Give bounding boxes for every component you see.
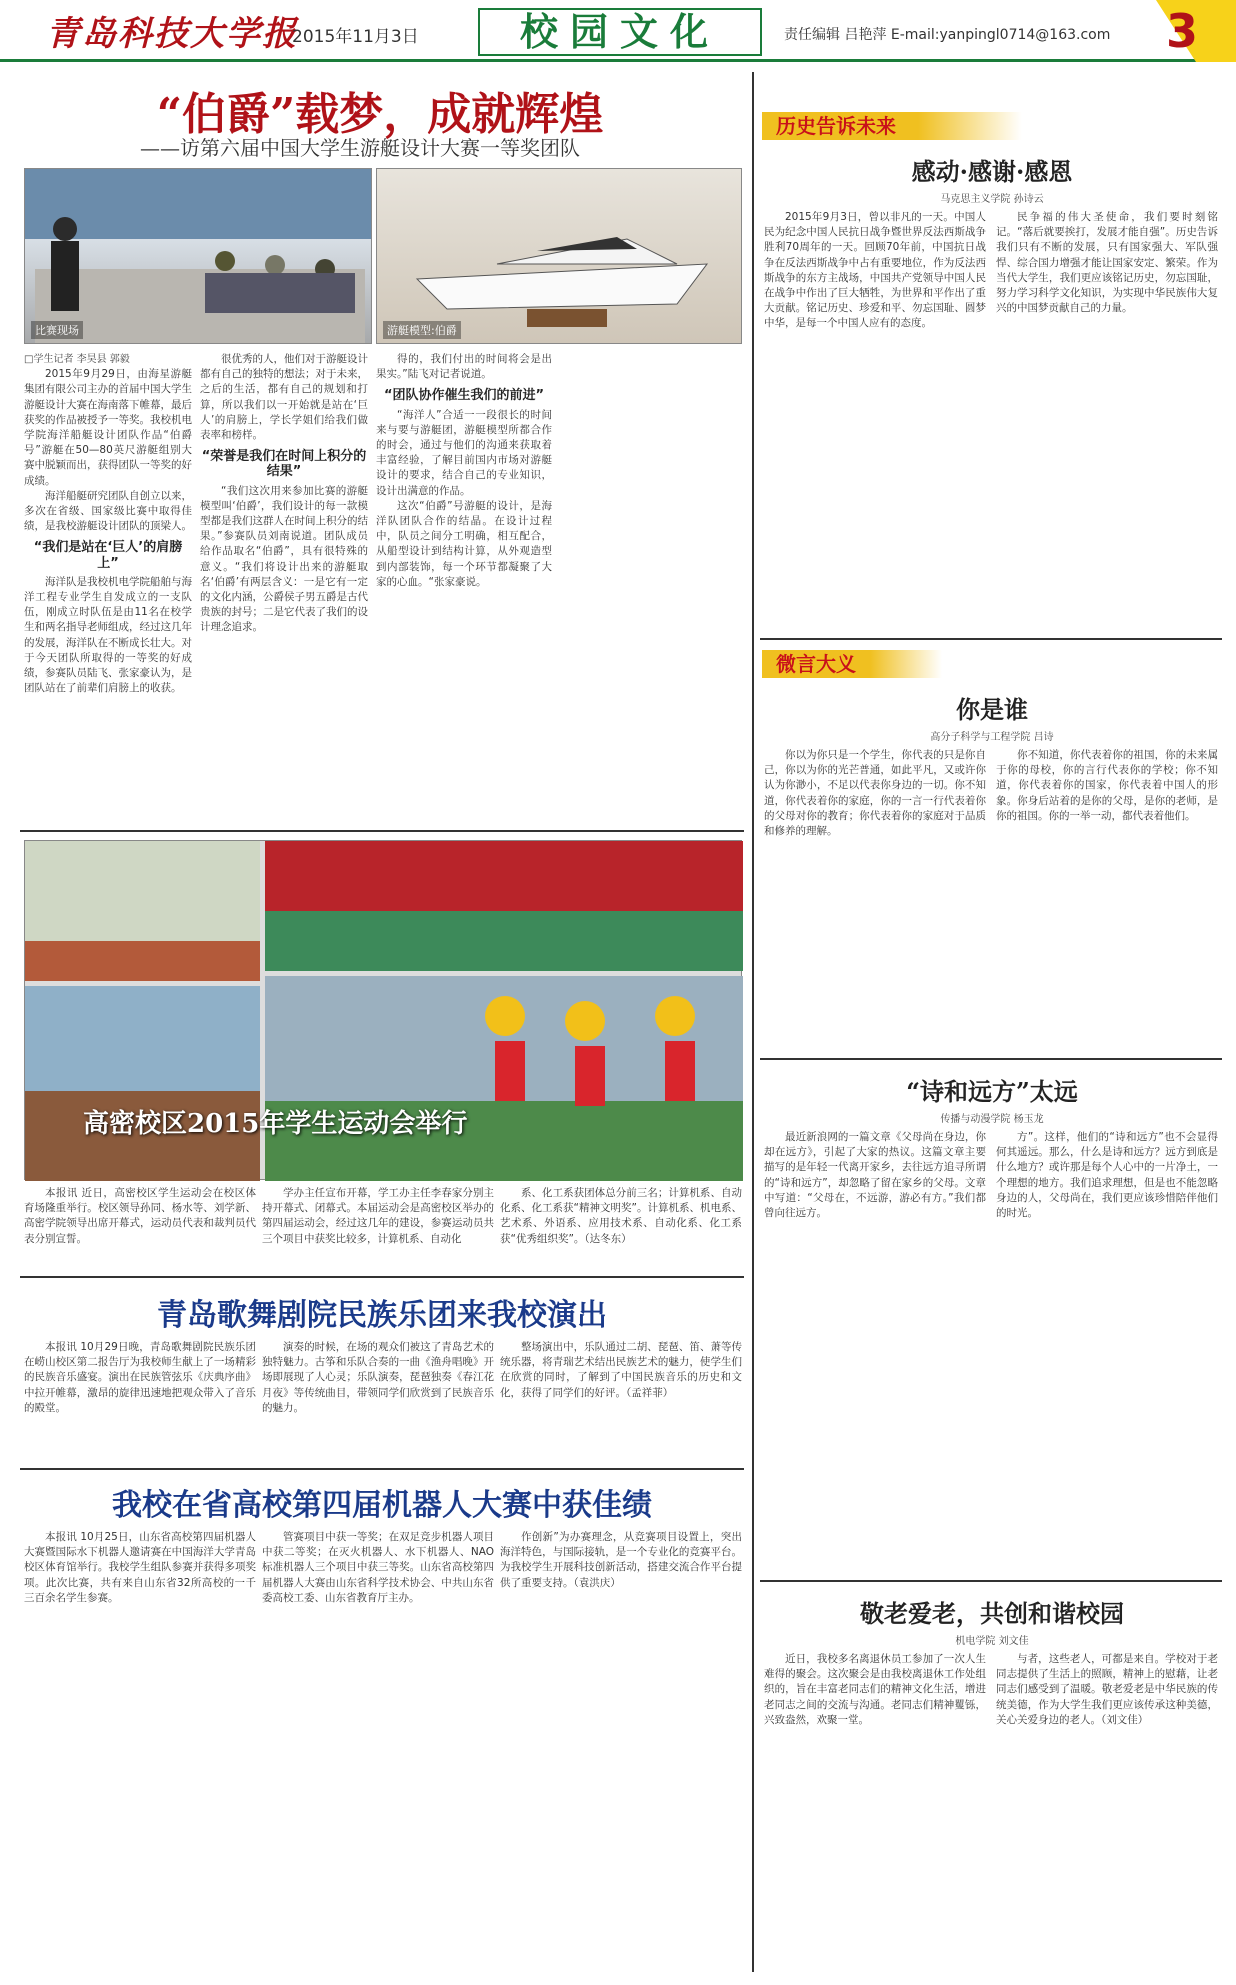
lead-column-2 <box>200 352 368 822</box>
paragraph: 得的，我们付出的时间将会是出果实。”陆飞对记者说道。 <box>376 353 552 381</box>
photo-competition <box>24 168 372 344</box>
sports-headline: 高密校区2015年学生运动会举行 <box>83 1109 468 1139</box>
sports-column-3 <box>500 1186 742 1268</box>
editor-info: 责任编辑 吕艳萍 E-mail:yanpingl0714@163.com <box>784 27 1111 43</box>
elders-byline: 机电学院 刘文佳 <box>955 1636 1029 1647</box>
paragraph: 管赛项目中获一等奖；在双足竞步机器人项目中获二等奖；在灭火机器人、水下机器人、NAO标准机器人三个项目中获三等奖。山东省高校第四届机器人大赛由山东省科学技术协会、中共山东省委高校工委、山东省教育厅主办。 <box>262 1531 494 1604</box>
micro-headline: 你是谁 <box>956 695 1028 724</box>
paragraph: 方”。这样，他们的“诗和远方”也不会显得何其遥远。那么，什么是诗和远方？远方到底是什么地方？或许那是每个人心中的一片净土，一个理想的地方。我们追求理想，但是也不能忽略身边的人，父母尚在，我们更应该珍惜陪伴他们的时光。 <box>996 1131 1218 1220</box>
yacht-illustration <box>377 169 742 344</box>
micro-column-1 <box>764 748 986 1048</box>
concert-column-2 <box>262 1340 494 1460</box>
column-separator <box>752 72 754 1972</box>
paragraph: 系、化工系获团体总分前三名；计算机系、自动化系、化工系获“精神文明奖”。计算机系、机电系、艺术系、外语系、应用技术系、自动化系、化工系获“优秀组织奖”。（达冬东） <box>500 1187 742 1245</box>
paragraph: 这次“伯爵”号游艇的设计，是海洋队团队合作的结晶。在设计过程中，队员之间分工明确，相互配合，从船型设计到结构计算，从外观造型到内部装饰，每一个环节都凝聚了大家的心血。“张家豪说。 <box>376 499 552 588</box>
history-column-1 <box>764 210 986 630</box>
robot-column-2 <box>262 1530 494 1970</box>
robot-column-1 <box>24 1530 256 1970</box>
paragraph: “我们这次用来参加比赛的游艇模型叫‘伯爵’，我们设计的每一款模型都是我们这群人在时间上积分的结果。”参赛队员刘南说道。团队成员给作品取名“伯爵”，具有很特殊的意义。“我们将设计出来的游艇取名‘伯爵’有两层含义：一是它有一定的文化内涵，公爵侯子男五爵是古代贵族的封号；二是它代表了我们的设计理念追求。 <box>200 484 368 634</box>
people-illustration <box>25 169 372 344</box>
paragraph: 学办主任宣布开幕，学工办主任李春家分别主持开幕式、闭幕式。本届运动会是高密校区举办的第四届运动会，经过这几年的建设，参赛运动员共三个项目中获奖比较多，计算机系、自动化 <box>262 1187 494 1245</box>
elders-column-2 <box>996 1652 1218 1972</box>
paragraph: 海洋船艇研究团队自创立以来，多次在省级、国家级比赛中取得佳绩，是我校游艇设计团队的顶梁人。 <box>24 489 192 533</box>
micro-banner: 微言大义 <box>762 650 942 678</box>
paper-name: 青岛科技大学报 <box>46 14 298 54</box>
poem-headline: “诗和远方”太远 <box>906 1077 1078 1106</box>
history-headline: 感动·感谢·感恩 <box>911 157 1073 186</box>
history-byline: 马克思主义学院 孙诗云 <box>940 194 1044 205</box>
sports-column-1 <box>24 1186 256 1268</box>
photo-caption: 比赛现场 <box>31 321 83 339</box>
paragraph: 演奏的时候，在场的观众们被这了青岛艺术的独特魅力。古筝和乐队合奏的一曲《渔舟唱晚》开场即展现了人心灵；乐队演奏，琵琶独奏《春江花月夜》等传统曲目，带领同学们欣赏到了民族音乐的魅力。 <box>262 1341 494 1414</box>
robot-headline: 我校在省高校第四届机器人大赛中获佳绩 <box>112 1488 652 1523</box>
lead-subtitle: ——访第六届中国大学生游艇设计大赛一等奖团队 <box>140 136 580 160</box>
lead-subheading: “团队协作催生我们的前进” <box>383 388 545 404</box>
paragraph: 民争福的伟大圣使命，我们要时刻铭记。“落后就要挨打，发展才能自强”。历史告诉我们只有不断的发展，只有国家强大、军队强悍、综合国力增强才能让国家安定、繁荣。作为当代大学生，我们更应该铭记历史，勿忘国耻，努力学习科学文化知识，为实现中华民族伟大复兴的中国梦贡献自己的力量。 <box>996 211 1218 315</box>
paragraph: 本报讯 10月25日，山东省高校第四届机器人大赛暨国际水下机器人邀请赛在中国海洋大学青岛校区体育馆举行。我校学生组队参赛并获得多项奖项。此次比赛，共有来自山东省32所高校的一千三百余名学生参赛。 <box>24 1531 256 1604</box>
divider <box>20 830 744 832</box>
issue-date: 2015年11月3日 <box>292 27 419 47</box>
paragraph: 你不知道，你代表着你的祖国，你的未来属于你的母校，你的言行代表你的学校；你不知道，你代表着你的国家，你代表着中国人的形象。你身后站着的是你的父母，是你的老师，是你的祖国。你的一举一动，都代表着他们。 <box>996 749 1218 822</box>
photo-caption: 游艇模型:伯爵 <box>383 321 461 339</box>
sports-photo-block <box>24 840 742 1180</box>
paragraph: 本报讯 10月29日晚，青岛歌舞剧院民族乐团在崂山校区第二报告厅为我校师生献上了一场精彩的民族音乐盛宴。演出在民族管弦乐《庆典序曲》中拉开帷幕，激昂的旋律迅速地把观众带入了音乐的殿堂。 <box>24 1341 256 1414</box>
section-title: 校园文化 <box>478 8 762 56</box>
divider <box>760 1058 1222 1060</box>
lead-subheading: “我们是站在‘巨人’的肩膀上” <box>33 540 183 571</box>
robot-column-3 <box>500 1530 742 1970</box>
divider <box>20 1276 744 1278</box>
history-column-2 <box>996 210 1218 630</box>
elders-headline: 敬老爱老，共创和谐校园 <box>860 1599 1124 1628</box>
paragraph: 整场演出中，乐队通过二胡、琵琶、笛、萧等传统乐器，将青瑞艺术结出民族艺术的魅力，使学生们在欣赏的同时，了解到了中国民族音乐的历史和文化，获得了同学们的好评。（孟祥菲） <box>500 1341 742 1399</box>
lead-subheading: “荣誉是我们在时间上积分的结果” <box>201 449 367 480</box>
lead-byline: □学生记者 李昊县 郭毅 <box>24 354 130 365</box>
micro-column-2 <box>996 748 1218 1048</box>
lead-headline: “伯爵”载梦，成就辉煌 <box>156 89 604 140</box>
photo-yacht-model <box>376 168 742 344</box>
paragraph: 最近新浪网的一篇文章《父母尚在身边，你却在远方》，引起了大家的热议。这篇文章主要描写的是年轻一代离开家乡，去往远方追寻所谓的“诗和远方”，却忽略了留在家乡的父母。文章中写道：“父母在，不远游，游必有方。”我们都曾向往远方。 <box>764 1131 986 1220</box>
lead-column-3 <box>376 352 552 822</box>
paragraph: 海洋队是我校机电学院船舶与海洋工程专业学生自发成立的一支队伍，刚成立时队伍是由11名在校学生和两名指导老师组成，经过这几年的发展，海洋队在不断成长壮大。对于今天团队所取得的一等奖的好成绩，参赛队员陆飞、张家豪认为，是团队站在了前辈们肩膀上的收获。 <box>24 575 192 695</box>
micro-byline: 高分子科学与工程学院 吕诗 <box>930 732 1054 743</box>
elders-column-1 <box>764 1652 986 1972</box>
divider <box>20 1468 744 1470</box>
paragraph: 很优秀的人，他们对于游艇设计都有自己的独特的想法；对于未来，之后的生活，都有自己的规划和打算，所以我们以一开始就是站在‘巨人’的肩膀上，学长学姐们给我们做表率和榜样。 <box>200 353 368 442</box>
paragraph: 你以为你只是一个学生，你代表的只是你自己，你以为你的光芒普通，如此平凡，又或许你认为你渺小，不足以代表你身边的一切。你不知道，你代表着你的家庭，你的一言一行代表着你的父母对你的教育；你代表着你的家庭对于品质和修养的理解。 <box>764 749 986 838</box>
concert-headline: 青岛歌舞剧院民族乐团来我校演出 <box>157 1298 607 1333</box>
history-banner: 历史告诉未来 <box>762 112 1022 140</box>
paragraph: 2015年9月29日，由海星游艇集团有限公司主办的首届中国大学生游艇设计大赛在海南落下帷幕，最后获奖的作品被授予一等奖。我校机电学院海洋船艇设计团队作品“伯爵号”游艇在50—80英尺游艇组别大赛中脱颖而出，获得团队一等奖的好成绩。 <box>24 368 192 487</box>
concert-column-1 <box>24 1340 256 1460</box>
paragraph: 近日，我校多名离退休员工参加了一次人生难得的聚会。这次聚会是由我校离退休工作处组织的，旨在丰富老同志们的精神文化生活，增进老同志之间的交流与沟通。老同志们精神矍铄，兴致盎然，欢聚一堂。 <box>764 1653 986 1726</box>
divider <box>760 638 1222 640</box>
poem-column-1 <box>764 1130 986 1570</box>
paragraph: 本报讯 近日，高密校区学生运动会在校区体育场隆重举行。校区领导孙同、杨水等、刘学新、高密学院领导出席开幕式，运动员代表和裁判员代表分别宣誓。 <box>24 1187 256 1245</box>
paragraph: 作创新”为办赛理念，从竞赛项目设置上，突出海洋特色，与国际接轨，是一个专业化的竞赛平台。为我校学生开展科技创新活动，搭建交流合作平台提供了重要支持。（袁洪庆） <box>500 1531 742 1589</box>
divider <box>760 1580 1222 1582</box>
sports-column-2 <box>262 1186 494 1268</box>
paragraph: 2015年9月3日，曾以非凡的一天。中国人民为纪念中国人民抗日战争暨世界反法西斯战争胜利70周年的一天。回顾70年前，中国抗日战争在反法西斯战争中占有重要地位，作为反法西斯战争的东方主战场，中国共产党领导中国人民在战争中作出了巨大牺牲，为世界和平作出了重大贡献。铭记历史、珍爱和平、勿忘国耻、圆梦中华，是每一个中国人应有的态度。 <box>764 211 986 330</box>
lead-column-1 <box>24 352 192 822</box>
paragraph: “海洋人”合适一一段很长的时间来与要与游艇团，游艇模型所都合作的时会，通过与他们的沟通来获取着丰富经验，了解目前国内市场对游艇设计的要求，结合自己的专业知识，设计出满意的作品。 <box>376 408 552 497</box>
poem-byline: 传播与动漫学院 杨玉龙 <box>940 1114 1044 1125</box>
poem-column-2 <box>996 1130 1218 1570</box>
paragraph: 与者，这些老人，可都是来自。学校对于老同志提供了生活上的照顾，精神上的慰藉，让老同志们感受到了温暖。敬老爱老是中华民族的传统美德，作为大学生我们更应该传承这种美德，关心关爱身边的老人。（刘文佳） <box>996 1653 1218 1726</box>
concert-column-3 <box>500 1340 742 1460</box>
page-number: 3 <box>1166 4 1199 58</box>
